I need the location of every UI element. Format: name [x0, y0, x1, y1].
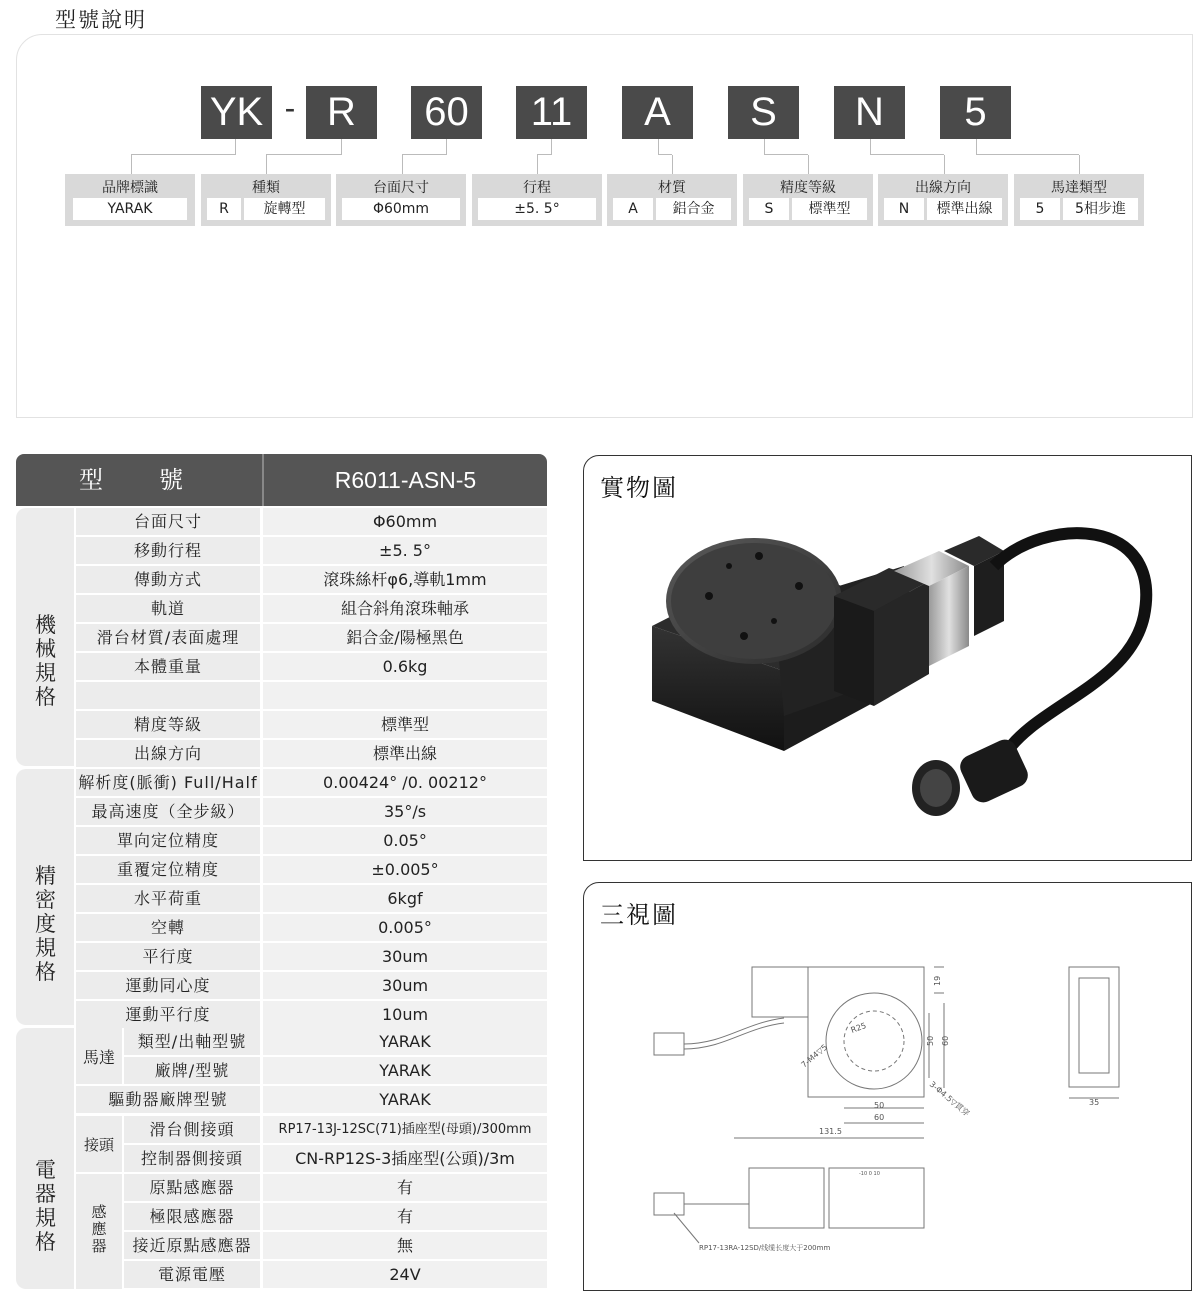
spec-motor-value: 5相步進 [1063, 198, 1138, 220]
spec-type-value: 旋轉型 [244, 198, 325, 220]
spec-row-value: YARAK [263, 1086, 547, 1113]
spec-row-label: 傳動方式 [76, 566, 260, 593]
spec-outlet-code: N [884, 198, 924, 220]
spec-row-value: 30um [263, 943, 547, 970]
category-electrical [16, 1028, 74, 1289]
dim-60: 60 [874, 1113, 885, 1122]
spec-type-code: R [207, 198, 241, 220]
spec-row-value: 無 [263, 1232, 547, 1259]
category-electrical-label: 電器規格 [35, 1158, 56, 1254]
connector-line [658, 139, 672, 155]
spec-stroke-label: 行程 [523, 180, 551, 196]
spec-material-code: A [613, 198, 653, 220]
spec-precision-label: 精度等級 [780, 180, 836, 196]
spec-row-value: RP17-13J-12SC(71)插座型(母頭)/300mm [263, 1116, 547, 1143]
spec-row-value: 10um [263, 1001, 547, 1028]
spec-row-value: 30um [263, 972, 547, 999]
group-motor-label: 馬達 [82, 1048, 115, 1067]
spec-outlet-value: 標準出線 [927, 198, 1002, 220]
category-mechanical [16, 508, 74, 766]
dim-scale: -10 0 10 [859, 1171, 880, 1177]
spec-row-value: 滾珠絲杆φ6,導軌1mm [263, 566, 547, 593]
spec-row-label: 最高速度（全步級） [76, 798, 260, 825]
connector-line [537, 155, 538, 174]
spec-motor [1014, 174, 1144, 226]
spec-row-value: Φ60mm [263, 508, 547, 535]
spec-size-value: Φ60mm [342, 198, 460, 220]
spec-row-value: ±5. 5° [263, 537, 547, 564]
code-outlet: N [834, 86, 905, 139]
spec-size-label: 台面尺寸 [373, 180, 429, 196]
spec-row-label: 運動同心度 [76, 972, 260, 999]
spec-row-value: YARAK [263, 1028, 547, 1055]
spec-row-label: 本體重量 [76, 653, 260, 680]
spec-motor-code: 5 [1020, 198, 1060, 220]
code-material: A [622, 86, 693, 139]
connector-line [870, 139, 944, 155]
spec-material-label: 材質 [658, 180, 686, 196]
model-section-title: 型號說明 [55, 8, 147, 32]
dim-r25: R25 [849, 1021, 868, 1035]
spec-brand-value: YARAK [73, 198, 187, 220]
group-sensor [76, 1174, 122, 1289]
spec-row-label: 水平荷重 [76, 885, 260, 912]
spec-row-value: 0.6kg [263, 653, 547, 680]
photo-panel-title: 實物圖 [600, 474, 678, 502]
cable-note: RP17-13RA-12SD/线缆长度大于200mm [699, 1244, 831, 1252]
spec-precision [743, 174, 873, 226]
spec-row-label [76, 682, 260, 709]
model-explanation-panel [16, 34, 1193, 418]
connector-line [944, 155, 945, 174]
dim-19: 19 [933, 975, 942, 986]
photo-panel [583, 455, 1192, 861]
spec-row-value: 組合斜角滾珠軸承 [263, 595, 547, 622]
code-dash: - [284, 90, 296, 126]
dim-131: 131.5 [819, 1127, 842, 1136]
code-precision: S [728, 86, 799, 139]
spec-material [607, 174, 737, 226]
group-connector-label: 接頭 [83, 1136, 114, 1154]
spec-row-label: 極限感應器 [124, 1203, 260, 1230]
spec-row-value: 0.005° [263, 914, 547, 941]
spec-material-value: 鋁合金 [656, 198, 731, 220]
connector-line [537, 139, 552, 155]
spec-outlet-label: 出線方向 [915, 180, 971, 196]
dim-60v: 60 [941, 1035, 950, 1046]
connector-line [808, 155, 809, 174]
connector-line [402, 139, 447, 155]
spec-type-label: 種類 [252, 180, 280, 196]
spec-row-label: 單向定位精度 [76, 827, 260, 854]
technical-drawing [584, 883, 1191, 1290]
connector-line [266, 139, 342, 155]
spec-row-value: ±0.005° [263, 856, 547, 883]
spec-stroke [472, 174, 602, 226]
dim-50: 50 [874, 1101, 885, 1110]
dim-35: 35 [1089, 1098, 1100, 1107]
connector-line [131, 155, 132, 174]
spec-brand [65, 174, 195, 226]
connector-line [402, 155, 403, 174]
spec-row-label: 滑台材質/表面處理 [76, 624, 260, 651]
group-motor [76, 1028, 122, 1084]
spec-brand-label: 品牌標識 [102, 180, 158, 196]
spec-row-label: 驅動器廠牌型號 [76, 1086, 260, 1113]
spec-row-value: 有 [263, 1203, 547, 1230]
spec-row-label: 運動平行度 [76, 1001, 260, 1028]
header-model-value: R6011-ASN-5 [334, 467, 477, 493]
dim-phi: 3-Φ4.5▽貫穿 [927, 1079, 972, 1119]
spec-size [336, 174, 466, 226]
spec-row-label: 接近原點感應器 [124, 1232, 260, 1259]
spec-row-value: 35°/s [263, 798, 547, 825]
connector-line [131, 139, 236, 155]
group-sensor-label: 感應器 [91, 1203, 107, 1255]
dim-50v: 50 [926, 1035, 935, 1046]
spec-row-label: 移動行程 [76, 537, 260, 564]
spec-row-label: 類型/出軸型號 [124, 1028, 260, 1055]
spec-row-label: 平行度 [76, 943, 260, 970]
spec-row-label: 精度等級 [76, 711, 260, 738]
spec-row-label: 重覆定位精度 [76, 856, 260, 883]
spec-row-value: 24V [263, 1261, 547, 1288]
category-precision-label: 精密度規格 [35, 864, 56, 984]
connector-line [672, 155, 673, 174]
spec-motor-label: 馬達類型 [1051, 180, 1107, 196]
code-size: 60 [411, 86, 482, 139]
spec-row-value [263, 682, 547, 709]
spec-table [16, 454, 547, 1289]
spec-row-value: 有 [263, 1174, 547, 1201]
spec-precision-value: 標準型 [792, 198, 867, 220]
spec-row-value: 標準型 [263, 711, 547, 738]
spec-row-value: 0.05° [263, 827, 547, 854]
spec-table-header [16, 454, 547, 506]
spec-row-value: 0.00424° /0. 00212° [263, 769, 547, 796]
spec-row-label: 控制器側接頭 [124, 1145, 260, 1172]
spec-row-label: 解析度(脈衝) Full/Half [76, 769, 260, 796]
spec-row-value: YARAK [263, 1057, 547, 1084]
header-model-label: 型 號 [79, 466, 199, 494]
code-type: R [306, 86, 377, 139]
connector-line [1079, 155, 1080, 174]
spec-row-value: 6kgf [263, 885, 547, 912]
spec-row-value: CN-RP12S-3插座型(公頭)/3m [263, 1145, 547, 1172]
code-brand: YK [201, 86, 272, 139]
dim-m4: 7-M4▽5 [799, 1042, 830, 1070]
spec-row-value: 鋁合金/陽極黑色 [263, 624, 547, 651]
product-photo [584, 456, 1191, 860]
drawing-panel [583, 882, 1192, 1291]
spec-type [201, 174, 331, 226]
connector-line [266, 155, 267, 174]
spec-row-label: 原點感應器 [124, 1174, 260, 1201]
category-precision [16, 769, 74, 1025]
connector-line [976, 139, 1079, 155]
code-motor: 5 [940, 86, 1011, 139]
spec-row-label: 出線方向 [76, 740, 260, 767]
spec-precision-code: S [749, 198, 789, 220]
spec-row-value: 標準出線 [263, 740, 547, 767]
spec-row-label: 廠牌/型號 [124, 1057, 260, 1084]
connector-line [764, 139, 808, 155]
spec-row-label: 電源電壓 [124, 1261, 260, 1288]
spec-stroke-value: ±5. 5° [478, 198, 596, 220]
spec-row-label: 軌道 [76, 595, 260, 622]
spec-row-label: 滑台側接頭 [124, 1116, 260, 1143]
group-connector [76, 1116, 122, 1172]
spec-row-label: 台面尺寸 [76, 508, 260, 535]
category-mechanical-label: 機械規格 [35, 613, 56, 709]
code-stroke: 11 [516, 86, 587, 139]
drawing-panel-title: 三視圖 [600, 901, 678, 929]
spec-row-label: 空轉 [76, 914, 260, 941]
spec-outlet [878, 174, 1008, 226]
